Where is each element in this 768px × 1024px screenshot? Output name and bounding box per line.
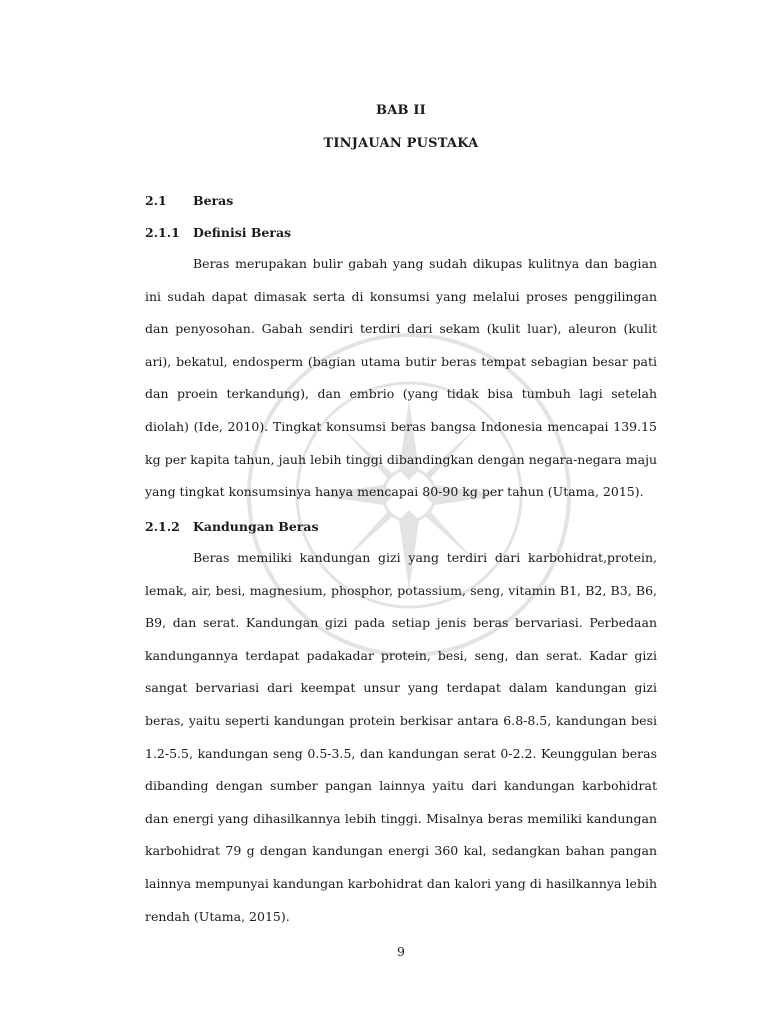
subsection-heading: [145, 519, 319, 534]
section-number: 2.1: [145, 193, 167, 208]
page-number: 9: [397, 944, 405, 959]
paragraph: Beras memiliki kandungan gizi yang terdiri dari karbohidrat,protein, lemak, air, besi, magnesium, phosphor, potassium, seng, vitamin B1, B2, B3, B6, B9, dan serat. Kandungan gizi pada setiap jenis beras bervariasi. Perbedaan kandungannya terdapat padakadar protein, besi, seng, dan serat. Kadar gizi sangat bervariasi dari keempat unsur yang terdapat dalam kandungan gizi beras, yaitu seperti kandungan protein berkisar antara 6.8-8.5, kandungan besi 1.2-5.5, kandungan seng 0.5-3.5, dan kandungan serat 0-2.2. Keunggulan beras dibanding dengan sumber pangan lainnya yaitu dari kandungan karbohidrat dan energi yang dihasilkannya lebih tinggi. Misalnya beras memiliki kandungan karbohidrat 79 g dengan kandungan energi 360 kal, sedangkan bahan pangan lainnya mempunyai kandungan karbohidrat dan kalori yang di hasilkannya lebih rendah (Utama, 2015).: [145, 550, 657, 924]
section-title: Definisi Beras: [193, 225, 292, 240]
section-number: 2.1.1: [145, 225, 180, 240]
subsection-heading: [145, 225, 291, 240]
section-title: Beras: [193, 193, 234, 208]
chapter-title: TINJAUAN PUSTAKA: [323, 136, 479, 151]
section-number: 2.1.2: [145, 519, 180, 534]
section-title: Kandungan Beras: [193, 519, 319, 534]
chapter-number: BAB II: [376, 103, 426, 118]
section-heading: [145, 193, 233, 208]
paragraph: Beras merupakan bulir gabah yang sudah dikupas kulitnya dan bagian ini sudah dapat dimasak serta di konsumsi yang melalui proses penggilingan dan penyosohan. Gabah sendiri terdiri dari sekam (kulit luar), aleuron (kulit ari), bekatul, endosperm (bagian utama butir beras tempat sebagian besar pati dan proein terkandung), dan embrio (yang tidak bisa tumbuh lagi setelah diolah) (Ide, 2010). Tingkat konsumsi beras bangsa Indonesia mencapai 139.15 kg per kapita tahun, jauh lebih tinggi dibandingkan dengan negara-negara maju yang tingkat konsumsinya hanya mencapai 80-90 kg per tahun (Utama, 2015).: [145, 256, 657, 500]
